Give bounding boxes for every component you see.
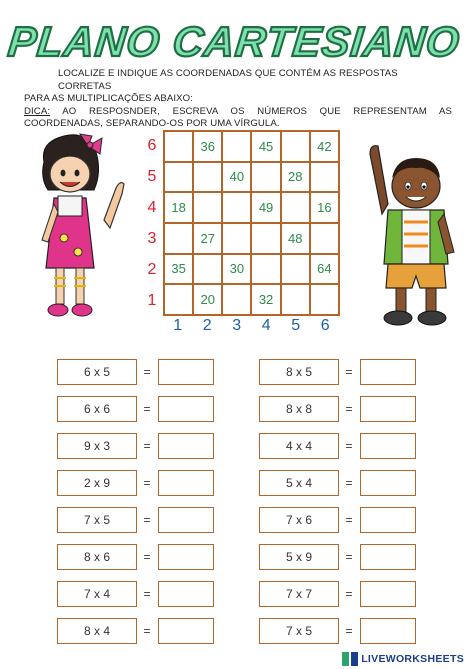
answer-input[interactable]: [158, 433, 214, 459]
grid-cell: 20: [193, 284, 222, 315]
equals-sign: =: [345, 550, 353, 564]
x-axis-labels: [163, 316, 340, 336]
multiplication-box: 2 x 9: [57, 470, 137, 496]
grid-cell: 64: [310, 254, 339, 285]
grid-cell: [251, 223, 280, 254]
equals-sign: =: [345, 439, 353, 453]
equals-sign: =: [143, 402, 151, 416]
answer-input[interactable]: [360, 544, 416, 570]
grid-cell: [310, 223, 339, 254]
equals-sign: =: [345, 365, 353, 379]
multiplication-box: 7 x 7: [259, 581, 339, 607]
multiplication-box: 5 x 9: [259, 544, 339, 570]
answer-input[interactable]: [360, 581, 416, 607]
instructions-tip: [24, 106, 452, 131]
x-axis-label: 5: [291, 317, 301, 334]
boy-illustration: [366, 134, 458, 330]
grid-cell: [281, 192, 310, 223]
multiplication-box: 8 x 6: [57, 544, 137, 570]
y-axis-label: 5: [147, 167, 157, 185]
y-axis-label: 6: [147, 136, 157, 154]
grid-cell: 40: [222, 162, 251, 193]
x-axis-label: 1: [173, 317, 183, 334]
grid-cell: 30: [222, 254, 251, 285]
grid-cell: [164, 162, 193, 193]
equals-sign: =: [143, 587, 151, 601]
grid-cell: [222, 131, 251, 162]
page-title: [5, 14, 463, 68]
x-axis-label: 3: [232, 317, 242, 334]
tip-label: DICA:: [24, 105, 51, 117]
answer-input[interactable]: [158, 618, 214, 644]
answer-input[interactable]: [360, 396, 416, 422]
multiplication-box: 5 x 4: [259, 470, 339, 496]
grid-cell: [281, 254, 310, 285]
multiplication-box: 4 x 4: [259, 433, 339, 459]
multiplication-box: 6 x 5: [57, 359, 137, 385]
grid-cell: [164, 223, 193, 254]
y-axis-label: 3: [147, 229, 157, 247]
x-axis-label: 6: [320, 317, 330, 334]
answer-input[interactable]: [158, 359, 214, 385]
grid-cell: 49: [251, 192, 280, 223]
grid-cell: [193, 192, 222, 223]
y-axis-label: 2: [147, 260, 157, 278]
grid-cell: [281, 284, 310, 315]
grid-cell: 16: [310, 192, 339, 223]
answer-input[interactable]: [360, 433, 416, 459]
multiplication-box: 8 x 4: [57, 618, 137, 644]
grid-cell: [251, 254, 280, 285]
footer-brand-text: LIVEWORKSHEETS: [361, 653, 464, 665]
grid-cell: [193, 254, 222, 285]
y-axis-labels: [142, 130, 162, 316]
answer-input[interactable]: [360, 507, 416, 533]
y-axis-label: 1: [147, 291, 157, 309]
page-title-text: PLANO CARTESIANO: [5, 18, 463, 65]
equals-sign: =: [345, 513, 353, 527]
equals-sign: =: [345, 624, 353, 638]
multiplication-box: 7 x 5: [57, 507, 137, 533]
equals-sign: =: [143, 624, 151, 638]
equals-sign: =: [345, 476, 353, 490]
equals-sign: =: [345, 402, 353, 416]
grid-cell: [193, 162, 222, 193]
grid-cell: [310, 162, 339, 193]
grid-cell: [164, 131, 193, 162]
multiplication-box: 7 x 6: [259, 507, 339, 533]
grid-cell: [164, 284, 193, 315]
grid-cell: 42: [310, 131, 339, 162]
grid-cell: [222, 284, 251, 315]
answer-input[interactable]: [360, 359, 416, 385]
equals-sign: =: [143, 513, 151, 527]
x-axis-label: 4: [261, 317, 271, 334]
equals-sign: =: [143, 550, 151, 564]
grid-cell: 48: [281, 223, 310, 254]
multiplication-box: 7 x 4: [57, 581, 137, 607]
multiplication-box: 6 x 6: [57, 396, 137, 422]
equals-sign: =: [143, 365, 151, 379]
answer-input[interactable]: [360, 470, 416, 496]
girl-illustration: [30, 128, 130, 328]
grid-cell: [222, 192, 251, 223]
equals-sign: =: [143, 476, 151, 490]
multiplication-box: 8 x 8: [259, 396, 339, 422]
answer-input[interactable]: [158, 581, 214, 607]
grid-cell: 18: [164, 192, 193, 223]
footer-brand: [342, 651, 464, 667]
instructions-line1: LOCALIZE E INDIQUE AS COORDENADAS QUE CONTÉM AS RESPOSTAS CORRETAS: [58, 68, 398, 92]
liveworksheets-logo-icon: [342, 652, 358, 666]
tip-text: AO RESPOSNDER, ESCREVA OS NÚMEROS QUE REPRESENTAM AS COORDENADAS, SEPARANDO-OS POR UMA VÍRGULA.: [24, 105, 452, 129]
equals-sign: =: [345, 587, 353, 601]
grid-cell: 35: [164, 254, 193, 285]
grid-cell: 32: [251, 284, 280, 315]
multiplication-box: 7 x 5: [259, 618, 339, 644]
grid-cell: [281, 131, 310, 162]
grid-cell: [310, 284, 339, 315]
y-axis-label: 4: [147, 198, 157, 216]
grid-cell: [222, 223, 251, 254]
answer-input[interactable]: [158, 396, 214, 422]
multiplication-box: 8 x 5: [259, 359, 339, 385]
answer-input[interactable]: [158, 470, 214, 496]
answer-input[interactable]: [158, 544, 214, 570]
multiplication-box: 9 x 3: [57, 433, 137, 459]
answer-input[interactable]: [360, 618, 416, 644]
x-axis-label: 2: [202, 317, 212, 334]
grid-cell: 36: [193, 131, 222, 162]
answer-input[interactable]: [158, 507, 214, 533]
grid-cell: 45: [251, 131, 280, 162]
equals-sign: =: [143, 439, 151, 453]
grid-cell: 28: [281, 162, 310, 193]
grid-cell: 27: [193, 223, 222, 254]
cartesian-grid: [163, 130, 340, 316]
grid-cell: [251, 162, 280, 193]
instructions: [24, 68, 452, 131]
instructions-line2: PARA AS MULTIPLICAÇÕES ABAIXO:: [24, 93, 193, 104]
